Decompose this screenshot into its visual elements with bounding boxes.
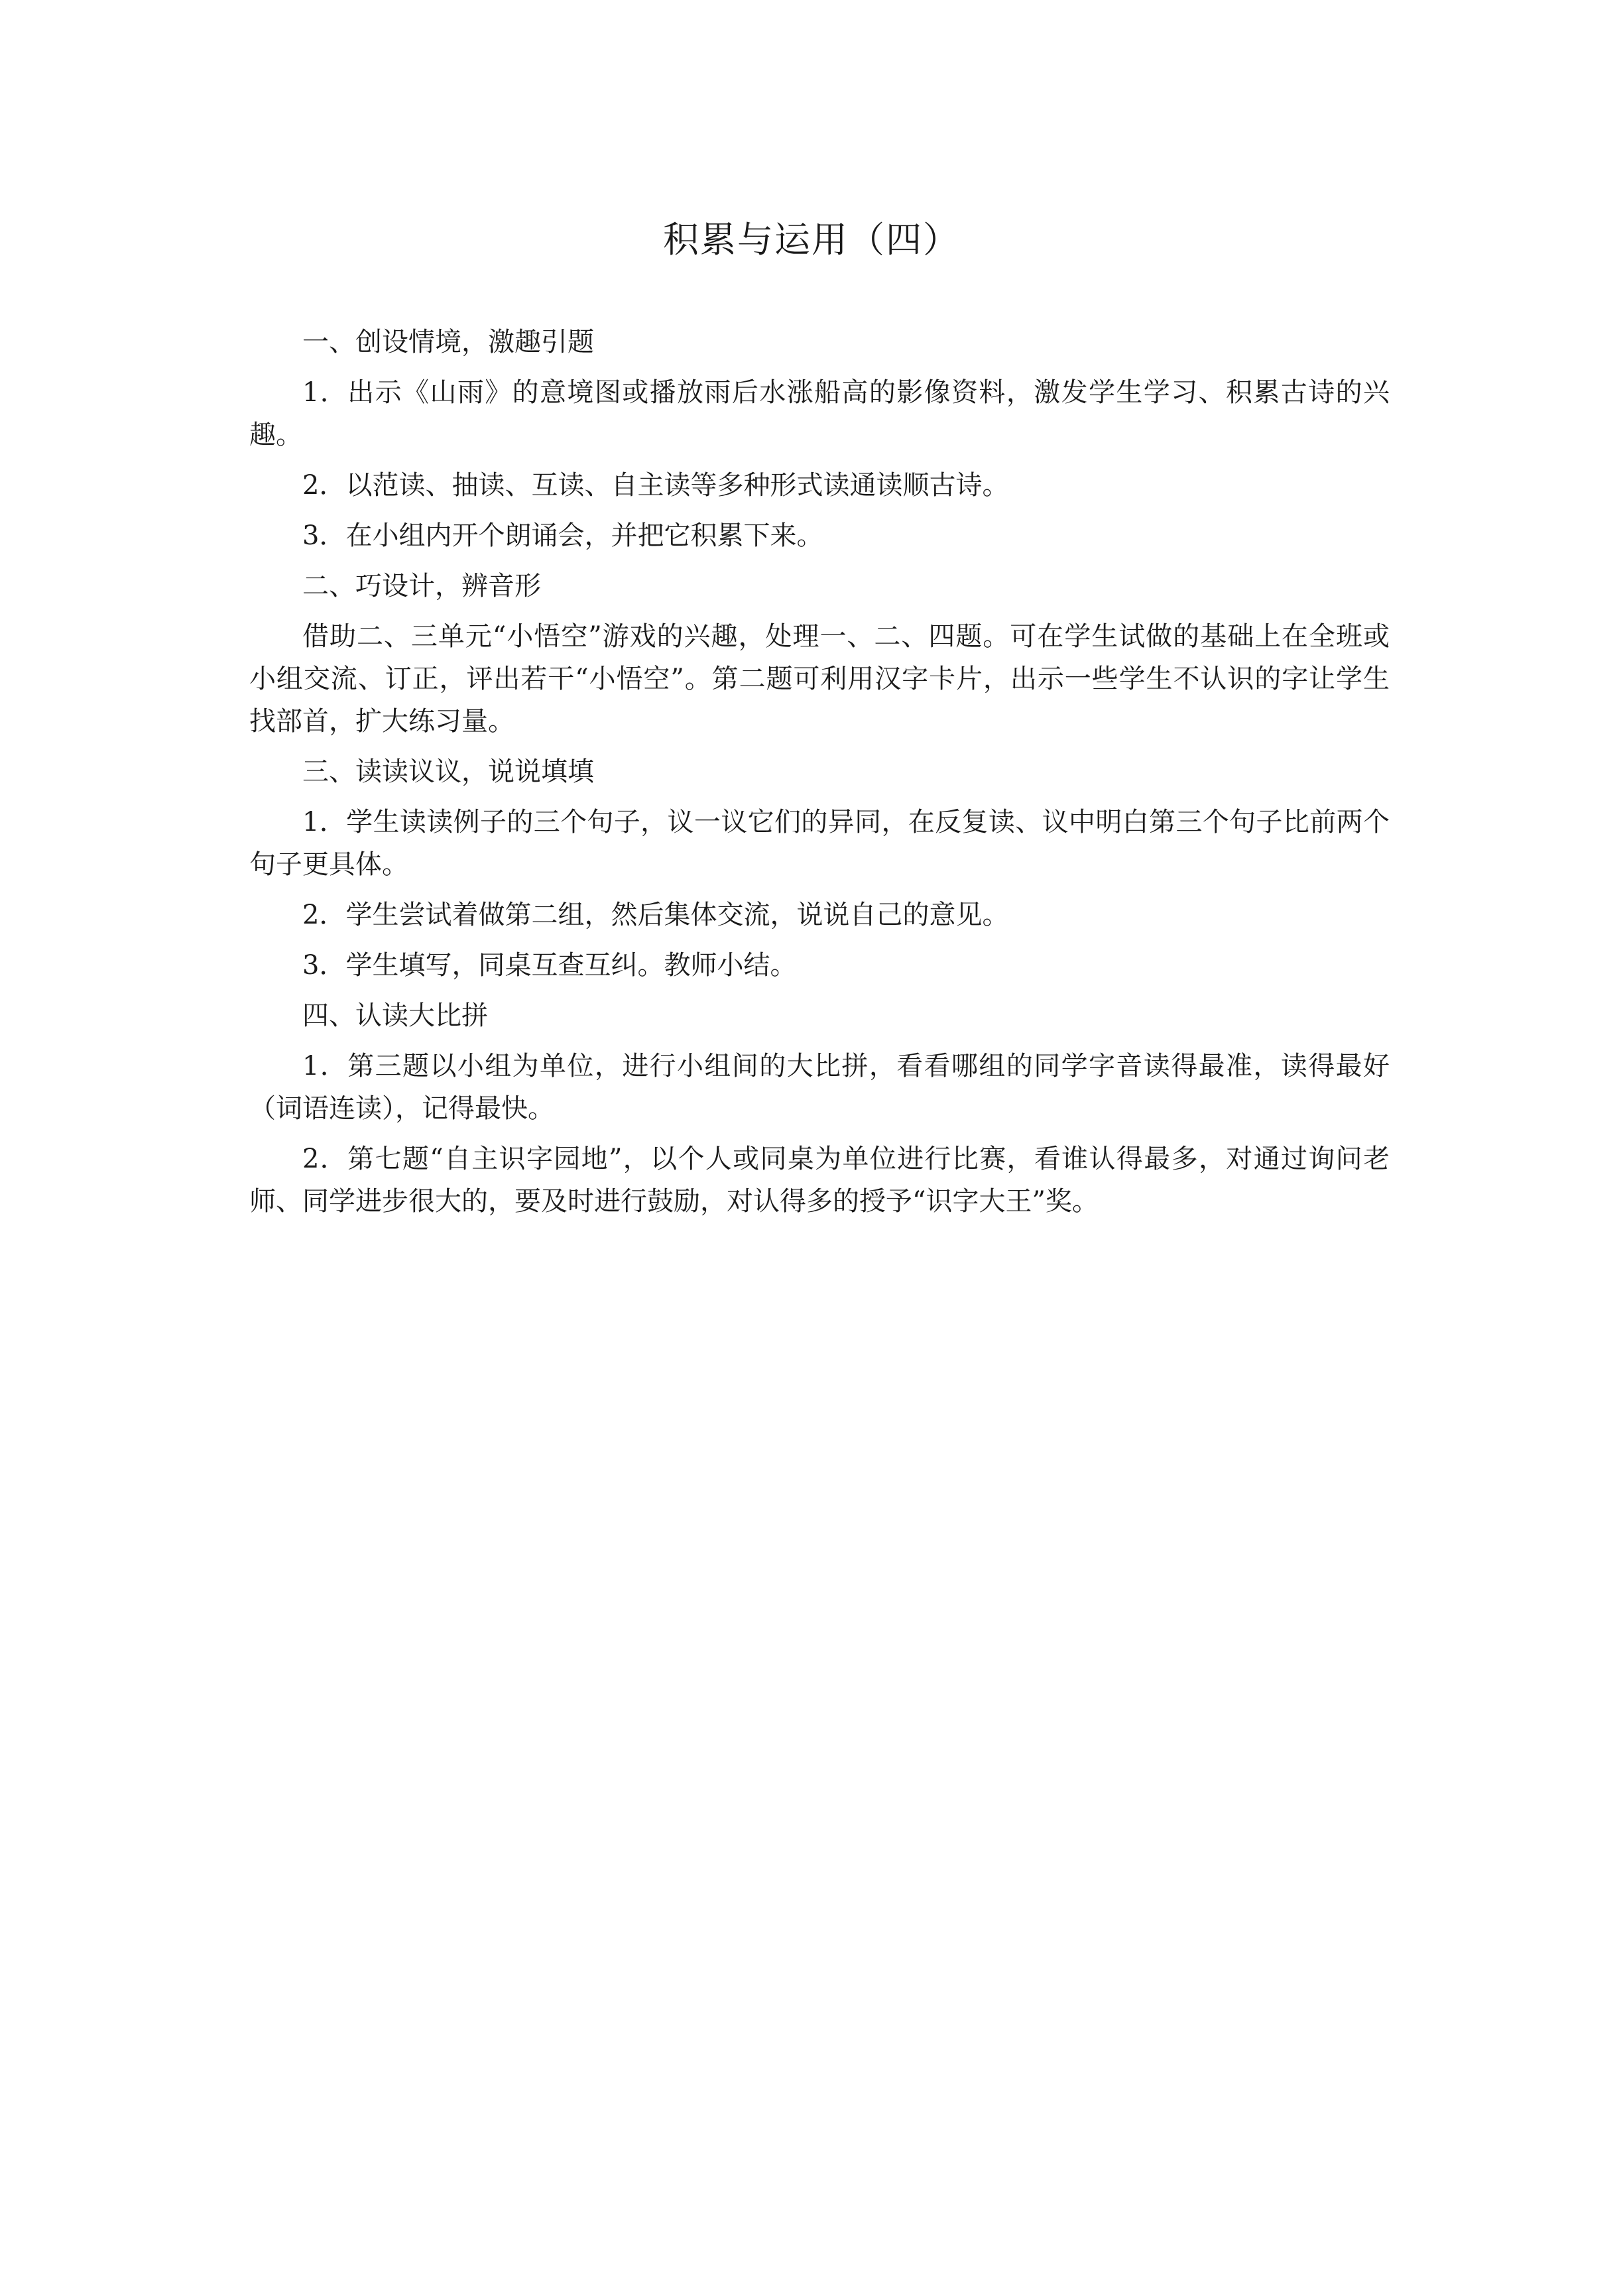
document-title: 积累与运用（四） (663, 219, 960, 261)
paragraph: 2．以范读、抽读、互读、自主读等多种形式读通读顺古诗。 (302, 470, 1009, 501)
paragraph: 1．学生读读例子的三个句子，议一议它们的异同，在反复读、议中明白第三个句子比前两个句子更具体。 (249, 807, 1390, 880)
document-body (249, 321, 1390, 1231)
paragraph: 3．在小组内开个朗诵会，并把它积累下来。 (302, 520, 823, 551)
section-heading-1: 一、创设情境，激趣引题 (302, 327, 594, 357)
section-heading-3: 三、读读议议，说说填填 (302, 756, 594, 787)
paragraph: 1．第三题以小组为单位，进行小组间的大比拼，看看哪组的同学字音读得最准，读得最好（词语连读），记得最快。 (249, 1051, 1390, 1124)
section-heading-2: 二、巧设计，辨音形 (302, 571, 541, 601)
paragraph: 2．第七题“自主识字园地”，以个人或同桌为单位进行比赛，看谁认得最多，对通过询问老师、同学进步很大的，要及时进行鼓励，对认得多的授予“识字大王”奖。 (249, 1144, 1390, 1217)
paragraph: 2．学生尝试着做第二组，然后集体交流，说说自己的意见。 (302, 900, 1009, 930)
paragraph: 3．学生填写，同桌互查互纠。教师小结。 (302, 950, 797, 981)
paragraph: 1．出示《山雨》的意境图或播放雨后水涨船高的影像资料，激发学生学习、积累古诗的兴趣。 (249, 377, 1390, 450)
section-heading-4: 四、认读大比拼 (302, 1000, 488, 1031)
paragraph: 借助二、三单元“小悟空”游戏的兴趣，处理一、二、四题。可在学生试做的基础上在全班或小组交流、订正，评出若干“小悟空”。第二题可利用汉字卡片，出示一些学生不认识的字让学生找部首，扩大练习量。 (249, 621, 1390, 737)
